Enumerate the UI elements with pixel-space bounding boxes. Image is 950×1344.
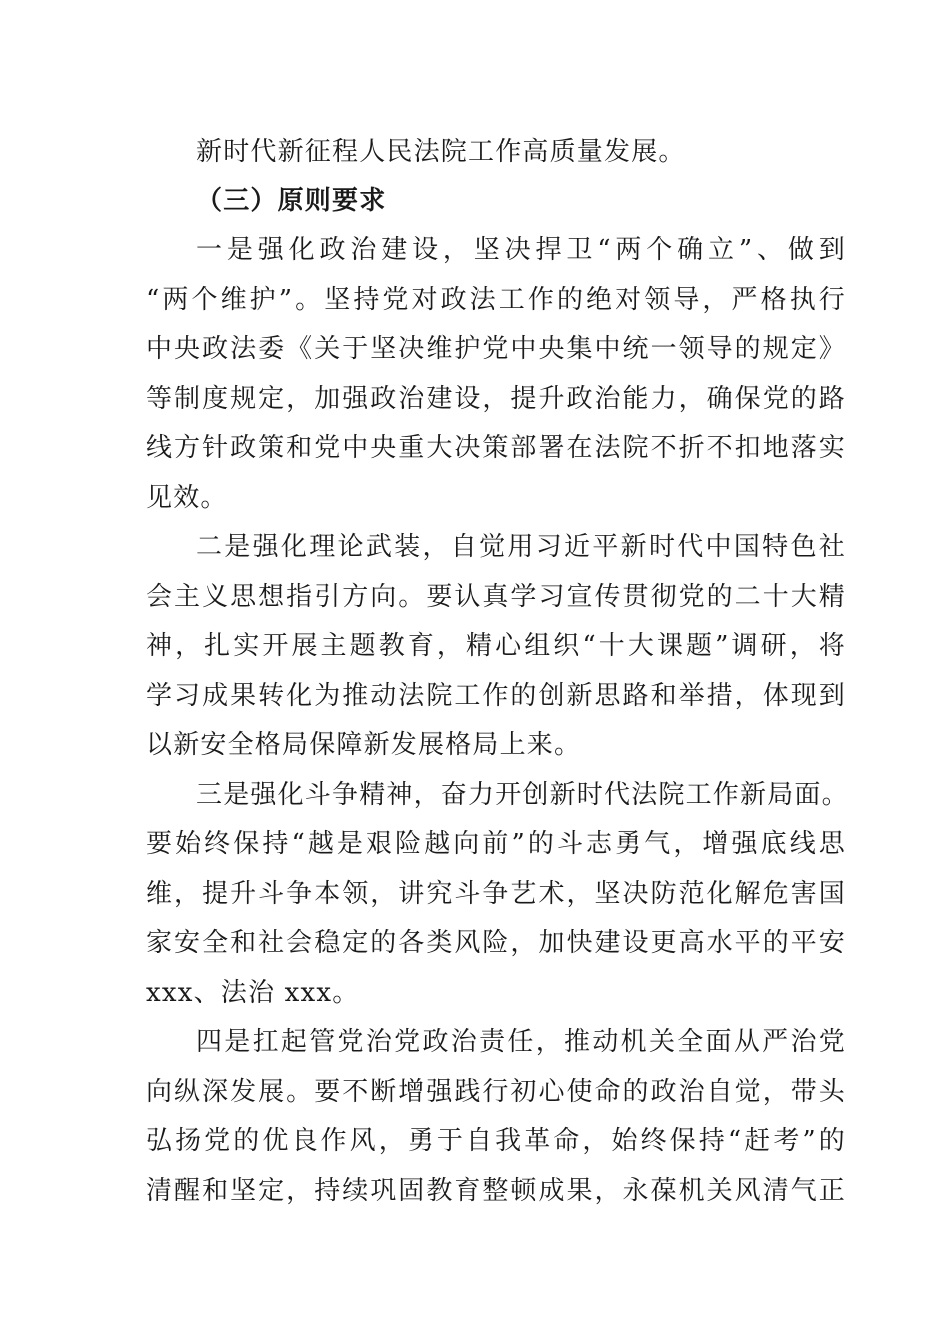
- text-line-8: 见效。: [146, 483, 228, 513]
- section-heading: （三）原则要求: [196, 186, 387, 216]
- text-line-15: 要始终保持“越是艰险越向前”的斗志勇气，增强底线思: [146, 829, 846, 859]
- text-line-18: xxx、法治 xxx。: [146, 978, 360, 1008]
- text-line-12: 学习成果转化为推动法院工作的创新思路和举措，体现到: [146, 681, 846, 711]
- text-line-10: 会主义思想指引方向。要认真学习宣传贯彻党的二十大精: [146, 582, 846, 612]
- text-line-11: 神，扎实开展主题教育，精心组织“十大课题”调研，将: [146, 631, 846, 661]
- text-line-17: 家安全和社会稳定的各类风险，加快建设更高水平的平安: [146, 928, 846, 958]
- text-line-21: 弘扬党的优良作风，勇于自我革命，始终保持“赶考”的: [146, 1126, 846, 1156]
- text-line-20: 向纵深发展。要不断增强践行初心使命的政治自觉，带头: [146, 1077, 846, 1107]
- text-line-13: 以新安全格局保障新发展格局上来。: [146, 730, 582, 760]
- text-line-5: 中央政法委《关于坚决维护党中央集中统一领导的规定》: [146, 334, 846, 364]
- text-line-9: 二是强化理论武装，自觉用习近平新时代中国特色社: [196, 532, 846, 562]
- text-line-19: 四是扛起管党治党政治责任，推动机关全面从严治党: [196, 1027, 846, 1057]
- text-line-14: 三是强化斗争精神，奋力开创新时代法院工作新局面。: [196, 780, 849, 810]
- text-line-7: 线方针政策和党中央重大决策部署在法院不折不扣地落实: [146, 433, 846, 463]
- text-line-6: 等制度规定，加强政治建设，提升政治能力，确保党的路: [146, 384, 846, 414]
- text-line-16: 维，提升斗争本领，讲究斗争艺术，坚决防范化解危害国: [146, 879, 846, 909]
- text-line-3: 一是强化政治建设，坚决捍卫“两个确立”、做到: [196, 235, 846, 265]
- text-line-22: 清醒和坚定，持续巩固教育整顿成果，永葆机关风清气正: [146, 1176, 846, 1206]
- text-line-1: 新时代新征程人民法院工作高质量发展。: [196, 137, 686, 167]
- text-line-4: “两个维护”。坚持党对政法工作的绝对领导，严格执行: [146, 285, 846, 315]
